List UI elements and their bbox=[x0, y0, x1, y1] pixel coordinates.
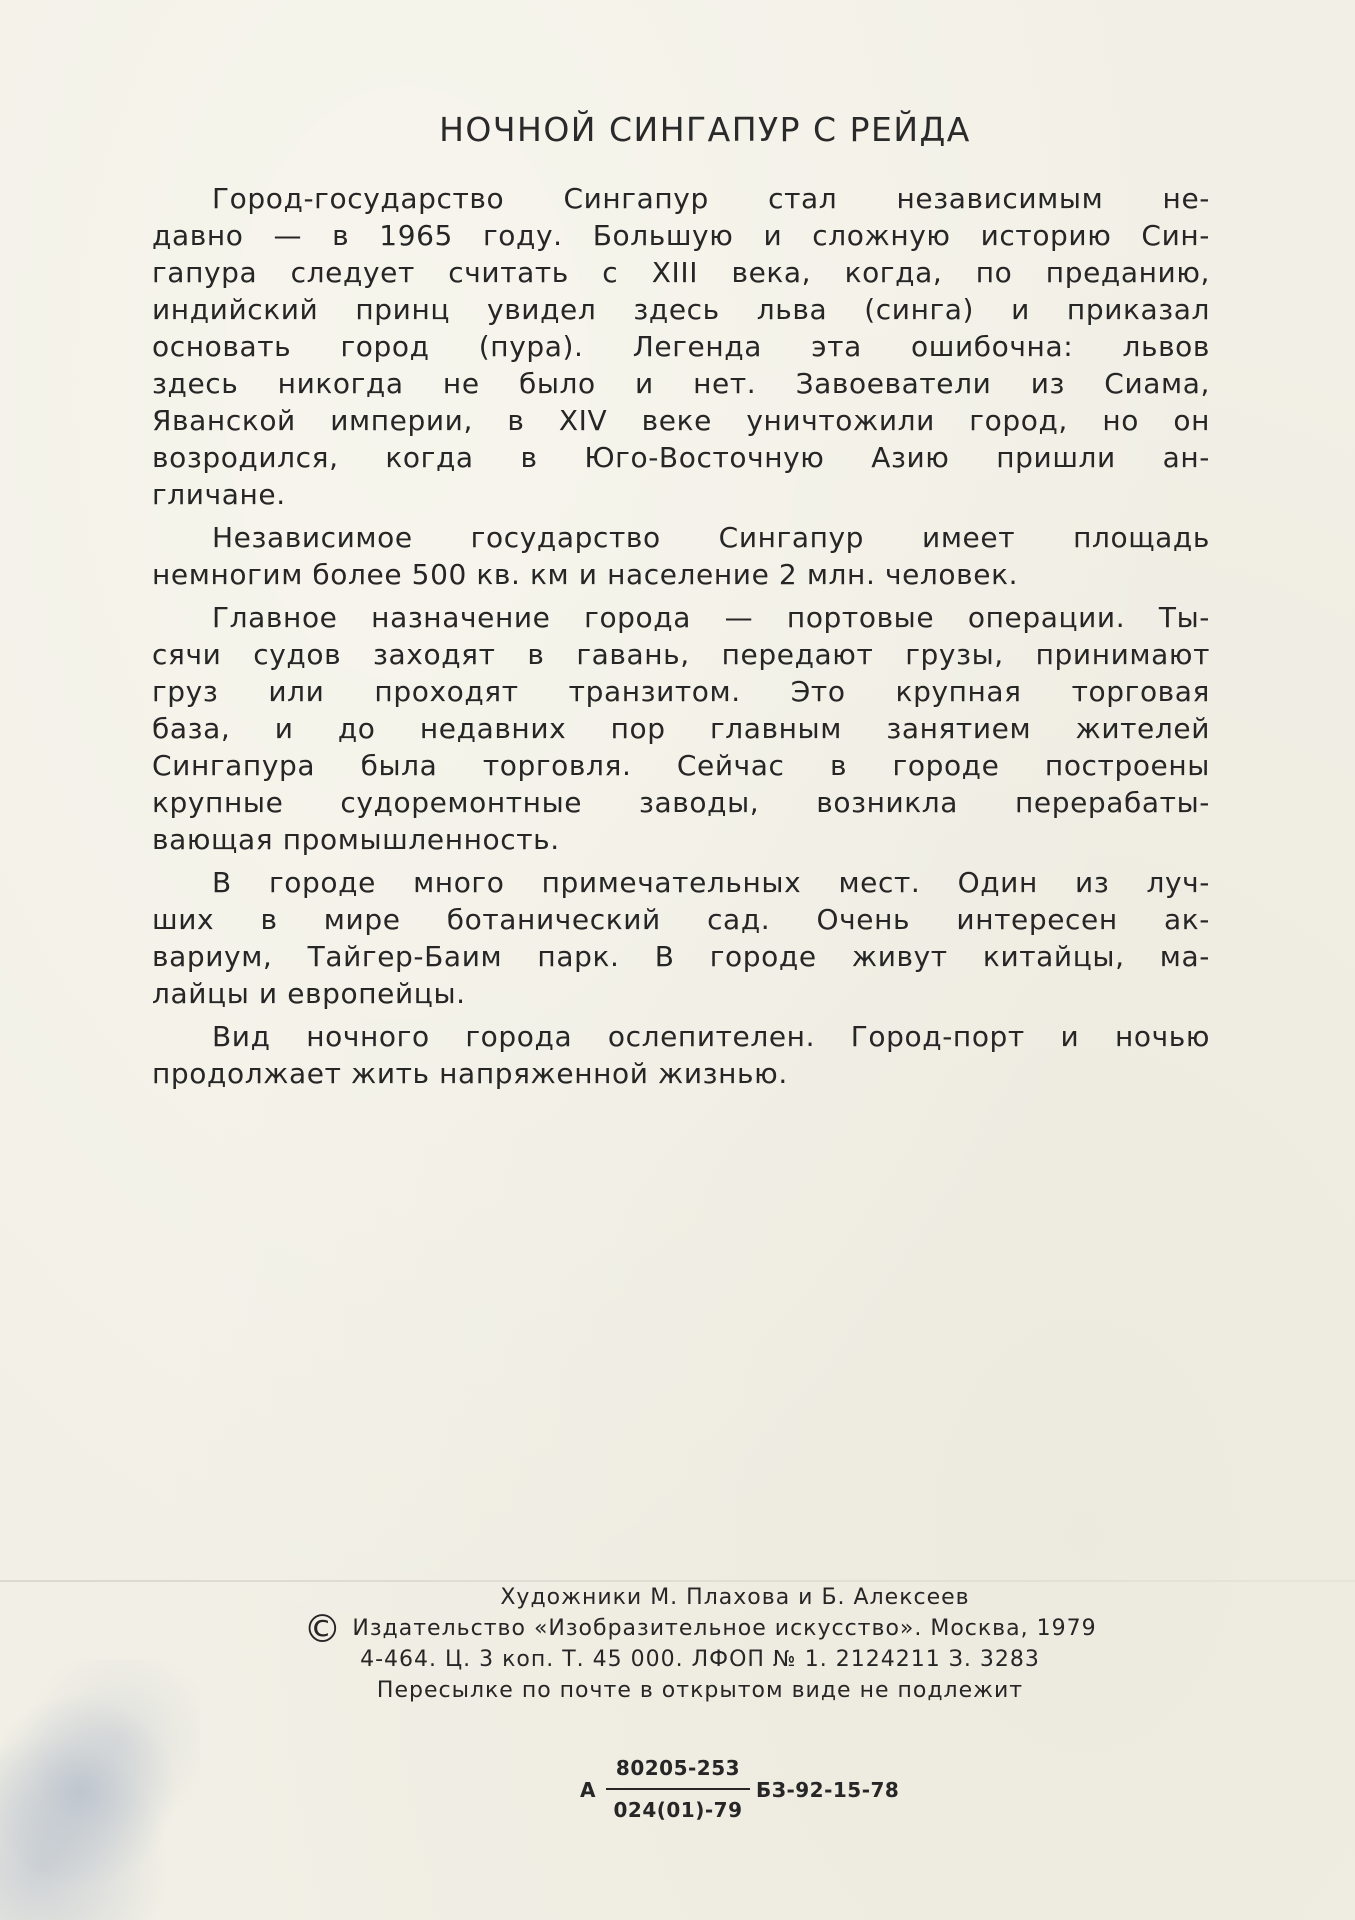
text-line: давно — в 1965 году. Большую и сложную историю Син- bbox=[152, 219, 1210, 252]
index-prefix: А bbox=[580, 1778, 596, 1802]
publisher-credit: Издательство «Изобразительное искусство». Москва, 1979 bbox=[352, 1616, 1097, 1641]
text-line: гапура следует считать с XIII века, когда, по преданию, bbox=[152, 256, 1210, 289]
paragraph bbox=[152, 864, 1210, 1012]
article-body bbox=[152, 180, 1210, 1098]
imprint bbox=[210, 1582, 1190, 1706]
index-numerator: 80205-253 bbox=[615, 1756, 741, 1780]
paragraph bbox=[152, 1018, 1210, 1092]
text-line: немногим более 500 кв. км и население 2 млн. человек. bbox=[152, 558, 1019, 591]
page-title: НОЧНОЙ СИНГАПУР С РЕЙДА bbox=[439, 110, 971, 149]
text-line: основать город (пура). Легенда эта ошибочна: львов bbox=[152, 330, 1210, 363]
text-line: сячи судов заходят в гавань, передают грузы, принимают bbox=[152, 638, 1210, 671]
copyright-icon: © bbox=[303, 1606, 343, 1651]
text-line: В городе много примечательных мест. Один из луч- bbox=[212, 866, 1210, 899]
fraction-bar bbox=[606, 1788, 750, 1790]
text-line: лайцы и европейцы. bbox=[152, 977, 466, 1010]
text-line: ших в мире ботанический сад. Очень интересен ак- bbox=[152, 903, 1210, 936]
text-line: крупные судоремонтные заводы, возникла перерабаты- bbox=[152, 786, 1210, 819]
text-line: груз или проходят транзитом. Это крупная торговая bbox=[152, 675, 1210, 708]
text-line: вариум, Тайгер-Баим парк. В городе живут китайцы, ма- bbox=[152, 940, 1210, 973]
index-denominator: 024(01)-79 bbox=[613, 1798, 743, 1822]
text-line: Вид ночного города ослепителен. Город-порт и ночью bbox=[212, 1020, 1210, 1053]
publisher-row bbox=[210, 1606, 1190, 1651]
paragraph bbox=[152, 599, 1210, 858]
text-line: Сингапура была торговля. Сейчас в городе построены bbox=[152, 749, 1210, 782]
catalog-index bbox=[580, 1752, 940, 1832]
text-line: Независимое государство Сингапур имеет площадь bbox=[212, 521, 1210, 554]
text-line: возродился, когда в Юго-Восточную Азию пришли ан- bbox=[152, 441, 1210, 474]
text-line: база, и до недавних пор главным занятием жителей bbox=[152, 712, 1210, 745]
text-line: здесь никогда не было и нет. Завоеватели из Сиама, bbox=[152, 367, 1210, 400]
ink-stain bbox=[0, 1660, 200, 1920]
print-info: 4-464. Ц. 3 коп. Т. 45 000. ЛФОП № 1. 2124211 З. 3283 bbox=[360, 1647, 1040, 1672]
paragraph bbox=[152, 519, 1210, 593]
text-line: Яванской империи, в XIV веке уничтожили город, но он bbox=[152, 404, 1210, 437]
text-line: вающая промышленность. bbox=[152, 823, 560, 856]
text-line: гличане. bbox=[152, 478, 286, 511]
artists-credit: Художники М. Плахова и Б. Алексеев bbox=[500, 1585, 970, 1610]
text-line: продолжает жить напряженной жизнью. bbox=[152, 1057, 788, 1090]
text-line: индийский принц увидел здесь льва (синга) и приказал bbox=[152, 293, 1210, 326]
text-line: Главное назначение города — портовые операции. Ты- bbox=[212, 601, 1210, 634]
text-line: Город-государство Сингапур стал независимым не- bbox=[212, 182, 1210, 215]
index-code: БЗ-92-15-78 bbox=[756, 1778, 900, 1802]
postal-note: Пересылке по почте в открытом виде не подлежит bbox=[376, 1678, 1024, 1703]
paragraph bbox=[152, 180, 1210, 513]
